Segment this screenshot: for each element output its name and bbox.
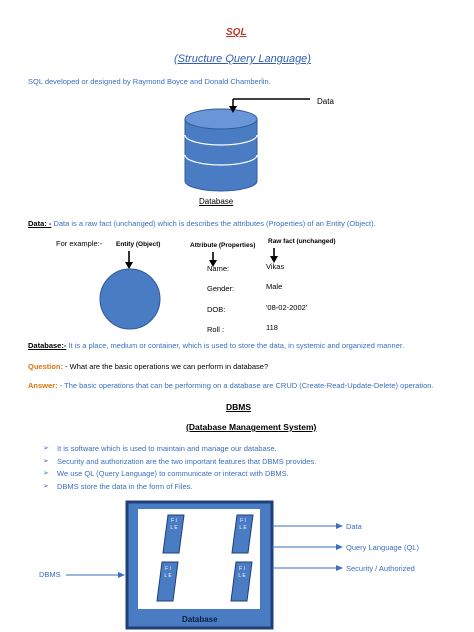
arrow-bullet-icon: ➢ — [43, 470, 49, 477]
entity-circle — [100, 269, 160, 329]
list-item: ➢ It is software which is used to maintain and manage our database. — [43, 443, 316, 456]
list-item: ➢ We use QL (Query Language) to communicate or interact with DBMS. — [43, 468, 316, 481]
dbms-bullets — [43, 443, 316, 493]
cylinder-caption: Database — [199, 197, 234, 206]
attr-gender: Gender: — [207, 284, 235, 293]
entity-header: Entity (Object) — [116, 241, 161, 248]
entity-arrow-icon — [125, 251, 133, 269]
database-definition — [28, 341, 404, 350]
dbms-subtitle: (Database Management System) — [186, 422, 317, 432]
database-label: Database:- — [28, 341, 67, 350]
file-label-4: F I L E — [238, 566, 246, 579]
answer-label: Answer: — [28, 381, 58, 390]
attr-roll: Roll : — [207, 325, 225, 334]
right-label-security: Security / Authorized — [346, 564, 415, 573]
database-text: It is a place, medium or container, which is used to store the data, in systemic and organized manner. — [68, 341, 405, 350]
database-cylinder-icon — [185, 109, 257, 191]
answer-line — [28, 381, 434, 390]
attr-name: Name: — [207, 264, 230, 273]
question-label: Question: — [28, 362, 63, 371]
file-label-1: F I L E — [170, 518, 178, 531]
arrow-bullet-icon: ➢ — [43, 445, 49, 452]
example-lead: For example:- — [56, 239, 103, 248]
file-label-3: F I L E — [164, 566, 172, 579]
cylinder-data-label: Data — [317, 97, 334, 106]
right-label-ql: Query Language (QL) — [346, 543, 419, 552]
database-box-label: Database — [182, 615, 218, 624]
right-arrows-icon — [272, 526, 339, 568]
dbms-left-label: DBMS — [39, 570, 61, 579]
answer-text: - The basic operations that can be performing on a database are CRUD (Create-Read-Update-Delete) operation. — [59, 381, 434, 390]
page-title: SQL — [226, 27, 247, 38]
attr-dob: DOB: — [207, 305, 226, 314]
list-item: ➢ Security and authorization are the two important features that DBMS provides. — [43, 456, 316, 469]
data-text: Data is a raw fact (unchanged) which is describes the attributes (Properties) of an Entity (Object). — [53, 219, 376, 228]
question-line — [28, 362, 268, 371]
data-definition — [28, 219, 376, 228]
list-item: ➢ DBMS store the data in the form of Files. — [43, 481, 316, 494]
rawfact-arrow-icon — [270, 248, 278, 263]
value-dob: '08-02-2002' — [266, 303, 308, 312]
dbms-arrow-icon — [66, 572, 125, 578]
question-text: - What are the basic operations we can perform in database? — [65, 362, 269, 371]
dbms-title: DBMS — [226, 402, 252, 412]
arrow-bullet-icon: ➢ — [43, 457, 49, 465]
attribute-header: Attribute (Properties) — [190, 242, 256, 249]
arrow-bullet-icon: ➢ — [43, 482, 49, 490]
page-subtitle: (Structure Query Language) — [174, 53, 311, 65]
file-label-2: F I L E — [239, 518, 247, 531]
value-gender: Male — [266, 282, 283, 291]
value-roll: 118 — [266, 323, 278, 332]
intro-text: SQL developed or designed by Raymond Boyce and Donald Chamberlin. — [28, 77, 271, 86]
value-name: Vikas — [266, 262, 285, 271]
data-label: Data: - — [28, 219, 52, 228]
right-label-data: Data — [346, 522, 362, 531]
rawfact-header: Raw fact (unchanged) — [268, 238, 336, 245]
